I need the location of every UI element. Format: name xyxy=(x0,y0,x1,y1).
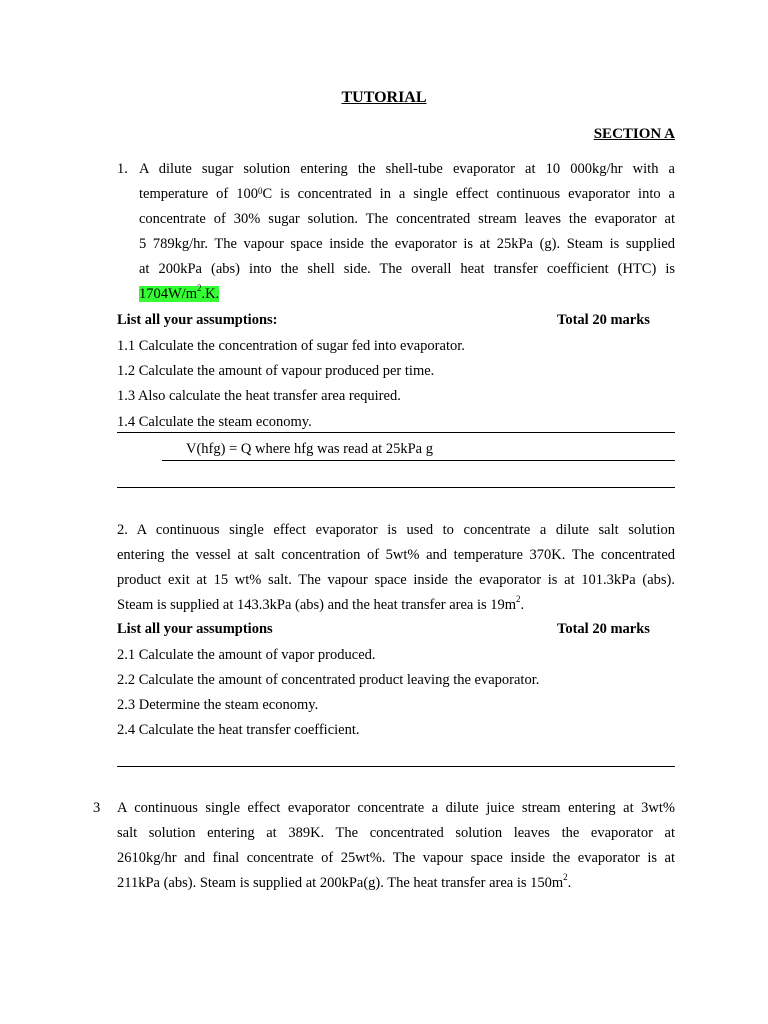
question-1-line: temperature of $100^0C$ is concentrated in a single effect continuous evaporator into a xyxy=(139,186,675,202)
q2-part: 2.1 Calculate the amount of vapor produced. xyxy=(117,647,376,663)
question-1-line: A dilute sugar solution entering the shell-tube evaporator at 10 000kg/hr with a xyxy=(139,161,675,177)
answer-line xyxy=(117,766,675,767)
section-heading: SECTION A xyxy=(593,126,675,142)
question-3-last-line: 211kPa (abs). Steam is supplied at 200kPa(g). The heat transfer area is $150m^2$. xyxy=(117,872,572,891)
q2-part: 2.2 Calculate the amount of concentrated product leaving the evaporator. xyxy=(117,672,540,688)
question-1-line: 5 789kg/hr. The vapour space inside the evaporator is at 25kPa (g). Steam is supplied xyxy=(139,236,675,252)
question-1-line: at 200kPa (abs) into the shell side. The overall heat transfer coefficient (HTC) is xyxy=(139,261,675,277)
question-2-line: product exit at 15 wt% salt. The vapour space inside the evaporator is at 101.3kPa (abs). xyxy=(117,572,675,588)
page-title: TUTORIAL xyxy=(341,89,427,106)
answer-line xyxy=(162,460,675,461)
question-1-line: concentrate of 30% sugar solution. The concentrated stream leaves the evaporator at xyxy=(139,211,675,227)
q1-total-marks: Total 20 marks xyxy=(557,312,650,328)
question-2-last-line: Steam is supplied at 143.3kPa (abs) and the heat transfer area is $19m^2$. xyxy=(117,594,525,613)
q2-part: 2.4 Calculate the heat transfer coefficient. xyxy=(117,722,360,738)
q1-part: 1.1 Calculate the concentration of sugar fed into evaporator. xyxy=(117,338,465,354)
question-3-line: A continuous single effect evaporator concentrate a dilute juice stream entering at 3wt% xyxy=(117,800,675,816)
answer-line xyxy=(117,487,675,488)
question-1-number: 1. xyxy=(117,161,128,177)
q2-total-marks: Total 20 marks xyxy=(557,621,650,637)
handwritten-note: V(hfg) = Q where hfg was read at 25kPa g xyxy=(186,441,433,457)
q1-part: 1.3 Also calculate the heat transfer area required. xyxy=(117,388,401,404)
question-3-line: 2610kg/hr and final concentrate of 25wt%. The vapour space inside the evaporator is at xyxy=(117,850,675,866)
q1-assumptions-label: List all your assumptions: xyxy=(117,312,278,328)
q2-assumptions-label: List all your assumptions xyxy=(117,621,273,637)
q1-part: 1.2 Calculate the amount of vapour produced per time. xyxy=(117,363,435,379)
question-3-line: salt solution entering at 389K. The concentrated solution leaves the evaporator at xyxy=(117,825,675,841)
question-3-text xyxy=(117,796,675,871)
question-2-line: entering the vessel at salt concentration of 5wt% and temperature 370K. The concentrated xyxy=(117,547,675,563)
q1-part: 1.4 Calculate the steam economy. xyxy=(117,414,312,430)
answer-line xyxy=(117,432,675,433)
question-1-text xyxy=(139,157,675,282)
q2-part: 2.3 Determine the steam economy. xyxy=(117,697,319,713)
htc-value-highlight: $1704W/m^2.K$. xyxy=(139,283,220,302)
question-2-line: 2. A continuous single effect evaporator is used to concentrate a dilute salt solution xyxy=(117,522,675,538)
question-3-number: 3 xyxy=(93,800,101,816)
question-2-text xyxy=(117,518,675,593)
